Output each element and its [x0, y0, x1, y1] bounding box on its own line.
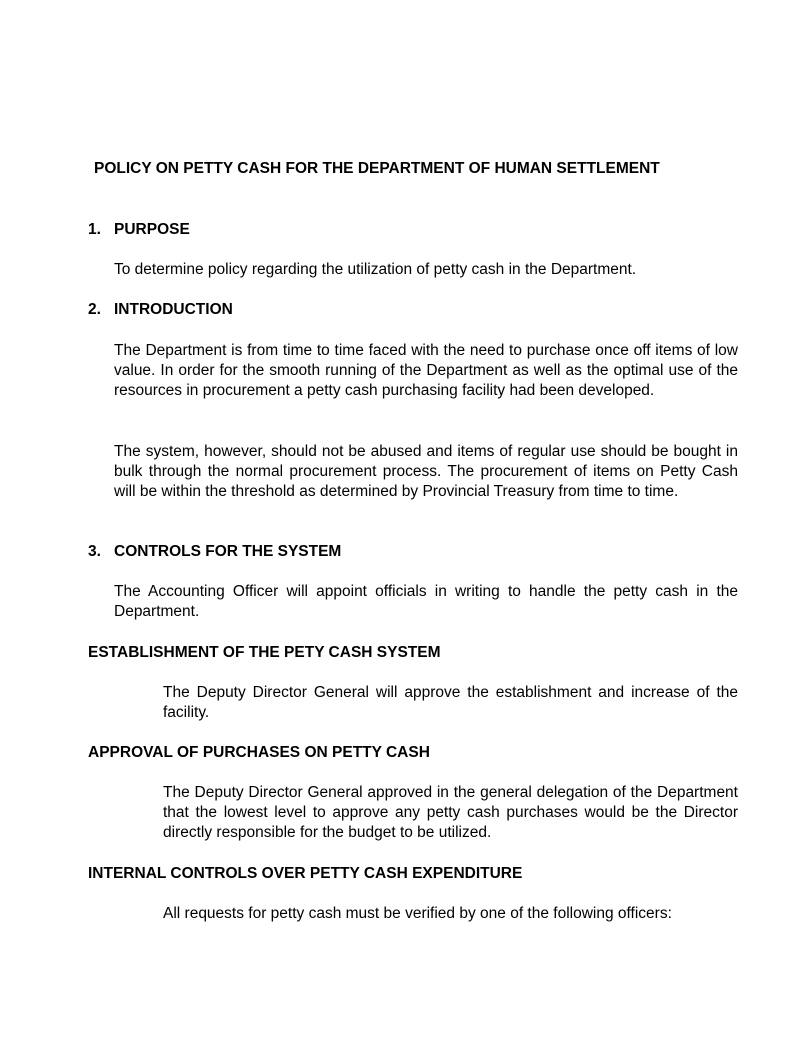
section-number: 3. — [88, 543, 101, 560]
introduction-paragraph-1: The Department is from time to time faced with the need to purchase once off items of low value. In order for the smooth running of the Department as well as the optimal use of the resources in procurement a petty cash purchasing facility had been developed. — [114, 342, 738, 399]
section-heading-controls — [88, 542, 341, 562]
approval-paragraph: The Deputy Director General approved in the general delegation of the Department that the lowest level to approve any petty cash purchases would be the Director directly responsible for the budget to be utilized. — [163, 784, 738, 841]
section-heading-purpose — [88, 220, 190, 240]
purpose-paragraph: To determine policy regarding the utilization of petty cash in the Department. — [114, 261, 637, 278]
introduction-paragraph-2: The system, however, should not be abused and items of regular use should be bought in bulk through the normal procurement process. The procurement of items on Petty Cash will be within the threshold as determined by Provincial Treasury from time to time. — [114, 443, 738, 500]
section-title: PURPOSE — [114, 221, 190, 238]
section-title: CONTROLS FOR THE SYSTEM — [114, 543, 342, 560]
subsection-heading-approval: APPROVAL OF PURCHASES ON PETTY CASH — [88, 744, 430, 761]
section-number: 2. — [88, 301, 101, 318]
subsection-heading-establishment: ESTABLISHMENT OF THE PETY CASH SYSTEM — [88, 644, 441, 661]
section-title: INTRODUCTION — [114, 301, 233, 318]
subsection-heading-internal-controls: INTERNAL CONTROLS OVER PETTY CASH EXPENDITURE — [88, 865, 523, 882]
establishment-paragraph: The Deputy Director General will approve the establishment and increase of the facility. — [163, 684, 738, 721]
section-heading-introduction — [88, 300, 233, 320]
internal-controls-paragraph: All requests for petty cash must be verified by one of the following officers: — [163, 905, 672, 922]
controls-paragraph: The Accounting Officer will appoint officials in writing to handle the petty cash in the Department. — [114, 583, 738, 620]
document-title: POLICY ON PETTY CASH FOR THE DEPARTMENT OF HUMAN SETTLEMENT — [94, 160, 660, 177]
section-number: 1. — [88, 221, 101, 238]
